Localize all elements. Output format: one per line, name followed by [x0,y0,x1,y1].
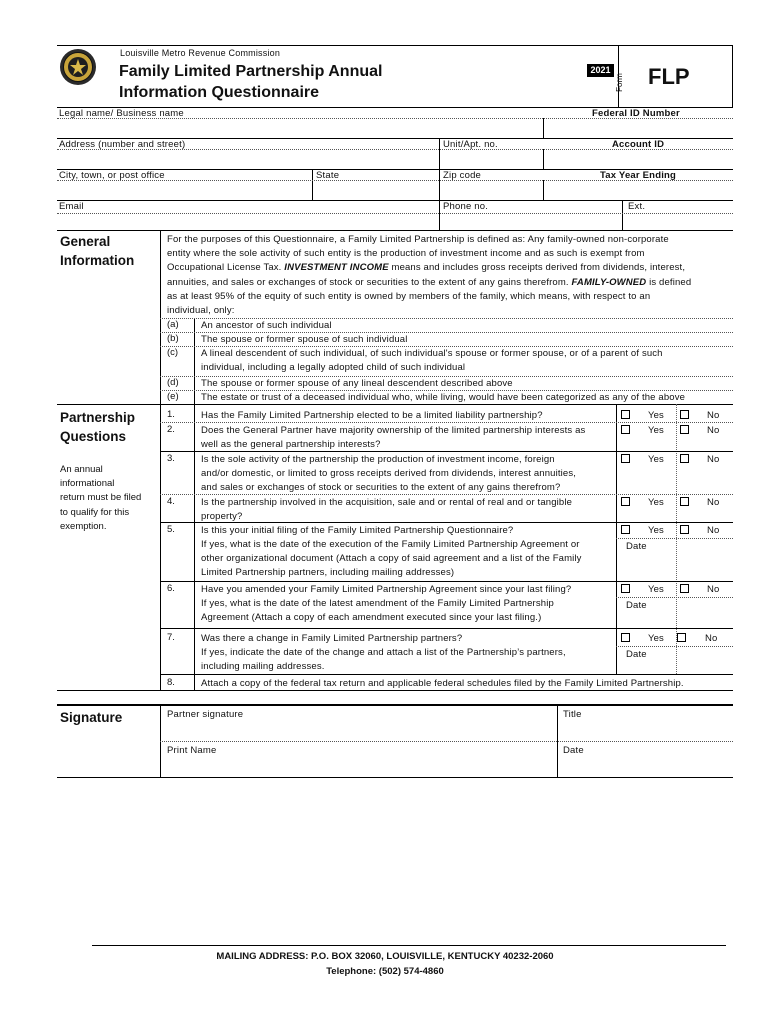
annual-return-note: An annual informational return must be filed to qualify for this exemption. [60,464,142,532]
q4-no-label: No [707,497,720,508]
q2-yes-checkbox[interactable] [621,425,630,434]
q6-text: Have you amended your Family Limited Partnership Agreement since your last filing? If yes, what is the date of the latest amendment of the Family Limited Partnership Agreement (Attach a copy of each amendment executed since your last filing.) [201,584,572,623]
partner-signature-label: Partner signature [167,709,244,720]
phone-label: Phone no. [443,201,489,212]
ext-label: Ext. [628,201,646,212]
partner-signature-input[interactable] [161,722,556,740]
q7-date-input[interactable] [617,661,732,673]
q6-number: 6. [167,583,175,594]
item-a-label: (a) [167,319,179,330]
legal-name-label: Legal name/ Business name [59,108,184,119]
city-seal-logo [59,48,97,86]
q2-no-checkbox[interactable] [680,425,689,434]
federal-id-input[interactable] [544,119,732,137]
item-e-label: (e) [167,391,179,402]
partnership-heading: Partnership Questions [60,410,136,444]
title-input[interactable] [558,722,732,740]
q5-no-checkbox[interactable] [680,525,689,534]
q4-yes-checkbox[interactable] [621,497,630,506]
q1-number: 1. [167,409,175,420]
q7-yes-label: Yes [648,633,664,644]
q5-date-input[interactable] [617,553,732,579]
q5-text: Is this your initial filing of the Family Limited Partnership Questionnaire? If yes, what is the date of the execution of the Family Limited Partnership Agreement or other organizational document (Attach a copy of said agreement and a list of the Family Limited Partnership partners, including mailing addresses) [201,525,582,578]
email-phone-input[interactable] [57,213,733,214]
general-intro: For the purposes of this Questionnaire, a Family Limited Partnership is defined as: Any family-owned non-corporate entity where the sole activity of such entity is the production of investment income and as such is exempt from Occupational License Tax. INVESTMENT INCOME means and includes gross receipts derived from dividends, interest, annuities, and sales or exchanges of stock or securities to the extent of any gains therefrom. FAMILY-OWNED is defined as at least 95% of the equity of such entity is owned by members of the family, which means, with respect to an individual, only: [167,234,692,317]
mailing-address: MAILING ADDRESS: P.O. BOX 32060, LOUISVILLE, KENTUCKY 40232-2060 [216,951,554,962]
item-d-text: The spouse or former spouse of any lineal descendent described above [201,378,513,389]
form-title-line2: Information Questionnaire [119,84,320,101]
form-code: FLP [648,64,690,89]
general-info-heading: General Information [60,234,135,268]
address-label: Address (number and street) [59,139,186,150]
q2-no-label: No [707,425,720,436]
q6-no-label: No [707,584,720,595]
item-b-text: The spouse or former spouse of such individual [201,334,408,345]
form-title-line1: Family Limited Partnership Annual [119,63,383,80]
q1-text: Has the Family Limited Partnership elected to be a limited liability partnership? [201,410,543,421]
tax-year-badge: 2021 [587,64,614,77]
item-d-label: (d) [167,377,179,388]
state-label: State [316,170,340,181]
q3-number: 3. [167,453,175,464]
q4-yes-label: Yes [648,497,664,508]
zip-label: Zip code [443,170,482,181]
q5-yes-label: Yes [648,525,664,536]
q5-no-label: No [707,525,720,536]
title-label: Title [563,709,582,720]
form-label: Form [614,73,624,92]
q6-yes-label: Yes [648,584,664,595]
q3-no-label: No [707,454,720,465]
q3-yes-label: Yes [648,454,664,465]
item-b-label: (b) [167,333,179,344]
city-label: City, town, or post office [59,170,165,181]
q8-number: 8. [167,677,175,688]
q7-no-checkbox[interactable] [677,633,686,642]
q1-yes-checkbox[interactable] [621,410,630,419]
tax-year-ending-label: Tax Year Ending [600,170,677,181]
q6-date-input[interactable] [617,612,732,626]
q7-yes-checkbox[interactable] [621,633,630,642]
q3-yes-checkbox[interactable] [621,454,630,463]
q4-text: Is the partnership involved in the acquisition, sale and or rental of real and or tangible property? [201,497,573,522]
unit-label: Unit/Apt. no. [443,139,498,150]
q4-number: 4. [167,496,175,507]
q7-text: Was there a change in Family Limited Partnership partners? If yes, indicate the date of the change and attach a list of the Partnership’s partners, including mailing addresses. [201,633,566,672]
telephone: Telephone: (502) 574-4860 [326,966,444,977]
q7-no-label: No [705,633,718,644]
item-e-text: The estate or trust of a deceased individual who, while living, would have been categorized as any of the above [201,392,686,403]
email-label: Email [59,201,84,212]
q5-yes-checkbox[interactable] [621,525,630,534]
signature-date-input[interactable] [558,758,732,776]
item-c-label: (c) [167,347,179,358]
commission-name: Louisville Metro Revenue Commission [120,48,281,58]
account-id-input[interactable] [544,150,732,168]
q5-number: 5. [167,524,175,535]
item-a-text: An ancestor of such individual [201,320,332,331]
q6-date-label: Date [626,600,647,611]
q5-date-label: Date [626,541,647,552]
federal-id-label: Federal ID Number [592,108,680,119]
signature-heading: Signature [60,710,123,725]
q2-number: 2. [167,424,175,435]
q8-text: Attach a copy of the federal tax return and applicable federal schedules filed by the Family Limited Partnership. [201,678,684,689]
print-name-input[interactable] [161,758,556,776]
q4-no-checkbox[interactable] [680,497,689,506]
q1-no-label: No [707,410,720,421]
item-c-text: A lineal descendent of such individual, of such individual's spouse or former spouse, or of a parent of such individual, including a legally adopted child of such individual [201,348,663,373]
q1-yes-label: Yes [648,410,664,421]
q3-text: Is the sole activity of the partnership the production of investment income, foreign and/or domestic, or limited to gross receipts derived from dividends, interest annuities, and sales or exchanges of stock or securities to the extent of any gains therefrom? [201,454,577,493]
q2-text: Does the General Partner have majority ownership of the limited partnership interests as well as the general partnership interests? [201,425,586,450]
signature-date-label: Date [563,745,584,756]
account-id-label: Account ID [612,139,665,150]
q6-no-checkbox[interactable] [680,584,689,593]
q7-number: 7. [167,632,175,643]
q3-no-checkbox[interactable] [680,454,689,463]
q7-date-label: Date [626,649,647,660]
tax-year-ending-input[interactable] [544,181,732,199]
print-name-label: Print Name [167,745,217,756]
q6-yes-checkbox[interactable] [621,584,630,593]
q1-no-checkbox[interactable] [680,410,689,419]
q2-yes-label: Yes [648,425,664,436]
